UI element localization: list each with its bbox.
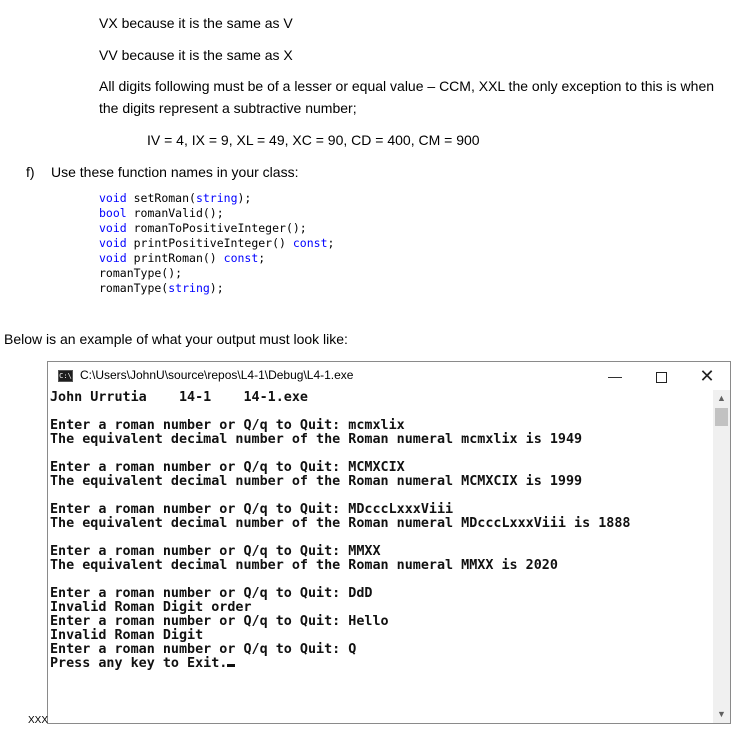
code-keyword: void	[99, 236, 127, 250]
code-text: romanType(	[99, 281, 169, 295]
scrollbar-thumb[interactable]	[715, 408, 728, 426]
minimize-button[interactable]: —	[608, 368, 622, 384]
console-line: John Urrutia 14-1 14-1.exe	[50, 390, 308, 405]
console-line: Enter a roman number or Q/q to Quit: DdD	[50, 586, 373, 601]
maximize-icon	[656, 372, 667, 383]
cmd-icon: C:\	[59, 372, 72, 380]
scroll-down-arrow-icon[interactable]: ▼	[717, 709, 726, 719]
code-type-keyword: const	[292, 236, 328, 250]
code-type-keyword: string	[168, 281, 210, 295]
code-text: setRoman(	[126, 191, 196, 205]
footer-mark: XXX	[28, 715, 49, 726]
code-text-end: );	[237, 191, 252, 205]
rule-vv-line: VV because it is the same as X	[99, 47, 293, 63]
code-text: romanValid();	[126, 206, 224, 220]
digits-rule-line-2: the digits represent a subtractive number;	[99, 100, 357, 116]
function-names-instruction: Use these function names in your class:	[51, 164, 299, 180]
code-text-end: );	[209, 281, 224, 295]
console-output	[50, 391, 712, 671]
console-line: Enter a roman number or Q/q to Quit: Hello	[50, 614, 389, 629]
scroll-up-arrow-icon[interactable]: ▲	[717, 393, 726, 403]
text-cursor	[227, 664, 235, 667]
code-line	[99, 281, 334, 296]
console-line: Invalid Roman Digit	[50, 628, 204, 643]
console-line: The equivalent decimal number of the Roman numeral mcmxlix is 1949	[50, 432, 583, 447]
rule-vx-line: VX because it is the same as V	[99, 15, 293, 31]
code-text-end: ;	[327, 236, 335, 250]
code-line	[99, 236, 334, 251]
code-keyword: bool	[99, 206, 127, 220]
console-line	[50, 531, 712, 545]
console-line: Enter a roman number or Q/q to Quit: MMXX	[50, 544, 381, 559]
list-marker-f: f)	[26, 164, 35, 180]
console-line	[50, 405, 712, 419]
console-line: Enter a roman number or Q/q to Quit: Q	[50, 642, 357, 657]
code-line	[99, 221, 334, 236]
code-line	[99, 206, 334, 221]
code-type-keyword: const	[223, 251, 259, 265]
console-window-title: C:\Users\JohnU\source\repos\L4-1\Debug\L4-1.exe	[80, 368, 354, 382]
console-line	[50, 573, 712, 587]
example-intro-text: Below is an example of what your output must look like:	[4, 331, 348, 347]
code-keyword: void	[99, 191, 127, 205]
console-line	[50, 489, 712, 503]
console-line: Enter a roman number or Q/q to Quit: MCMXCIX	[50, 460, 405, 475]
console-line: Press any key to Exit.	[50, 657, 712, 671]
console-window	[47, 361, 731, 724]
console-line: The equivalent decimal number of the Roman numeral MCMXCIX is 1999	[50, 474, 583, 489]
code-line	[99, 266, 334, 281]
console-line: Enter a roman number or Q/q to Quit: mcmxlix	[50, 418, 405, 433]
console-line: The equivalent decimal number of the Roman numeral MMXX is 2020	[50, 558, 558, 573]
code-text: romanType();	[99, 266, 183, 280]
code-line	[99, 251, 334, 266]
console-line: Enter a roman number or Q/q to Quit: MDcccLxxxViii	[50, 502, 454, 517]
code-line	[99, 191, 334, 206]
code-keyword: void	[99, 221, 127, 235]
console-line	[50, 447, 712, 461]
maximize-button[interactable]	[638, 362, 684, 390]
code-text: printPositiveInteger()	[126, 236, 293, 250]
code-text: printRoman()	[126, 251, 224, 265]
code-type-keyword: string	[195, 191, 238, 205]
code-text: romanToPositiveInteger();	[126, 221, 307, 235]
console-title-bar[interactable]	[48, 362, 730, 390]
console-scrollbar[interactable]	[713, 390, 730, 723]
code-keyword: void	[99, 251, 127, 265]
console-line: The equivalent decimal number of the Roman numeral MDcccLxxxViii is 1888	[50, 516, 631, 531]
console-line: Invalid Roman Digit order	[50, 600, 252, 615]
close-button[interactable]: ✕	[699, 366, 715, 386]
subtractive-values-line: IV = 4, IX = 9, XL = 49, XC = 90, CD = 400, CM = 900	[147, 132, 480, 148]
digits-rule-line-1: All digits following must be of a lesser or equal value – CCM, XXL the only exception to this is when	[99, 78, 715, 94]
function-signature-code-block	[99, 191, 334, 296]
code-text-end: ;	[258, 251, 266, 265]
